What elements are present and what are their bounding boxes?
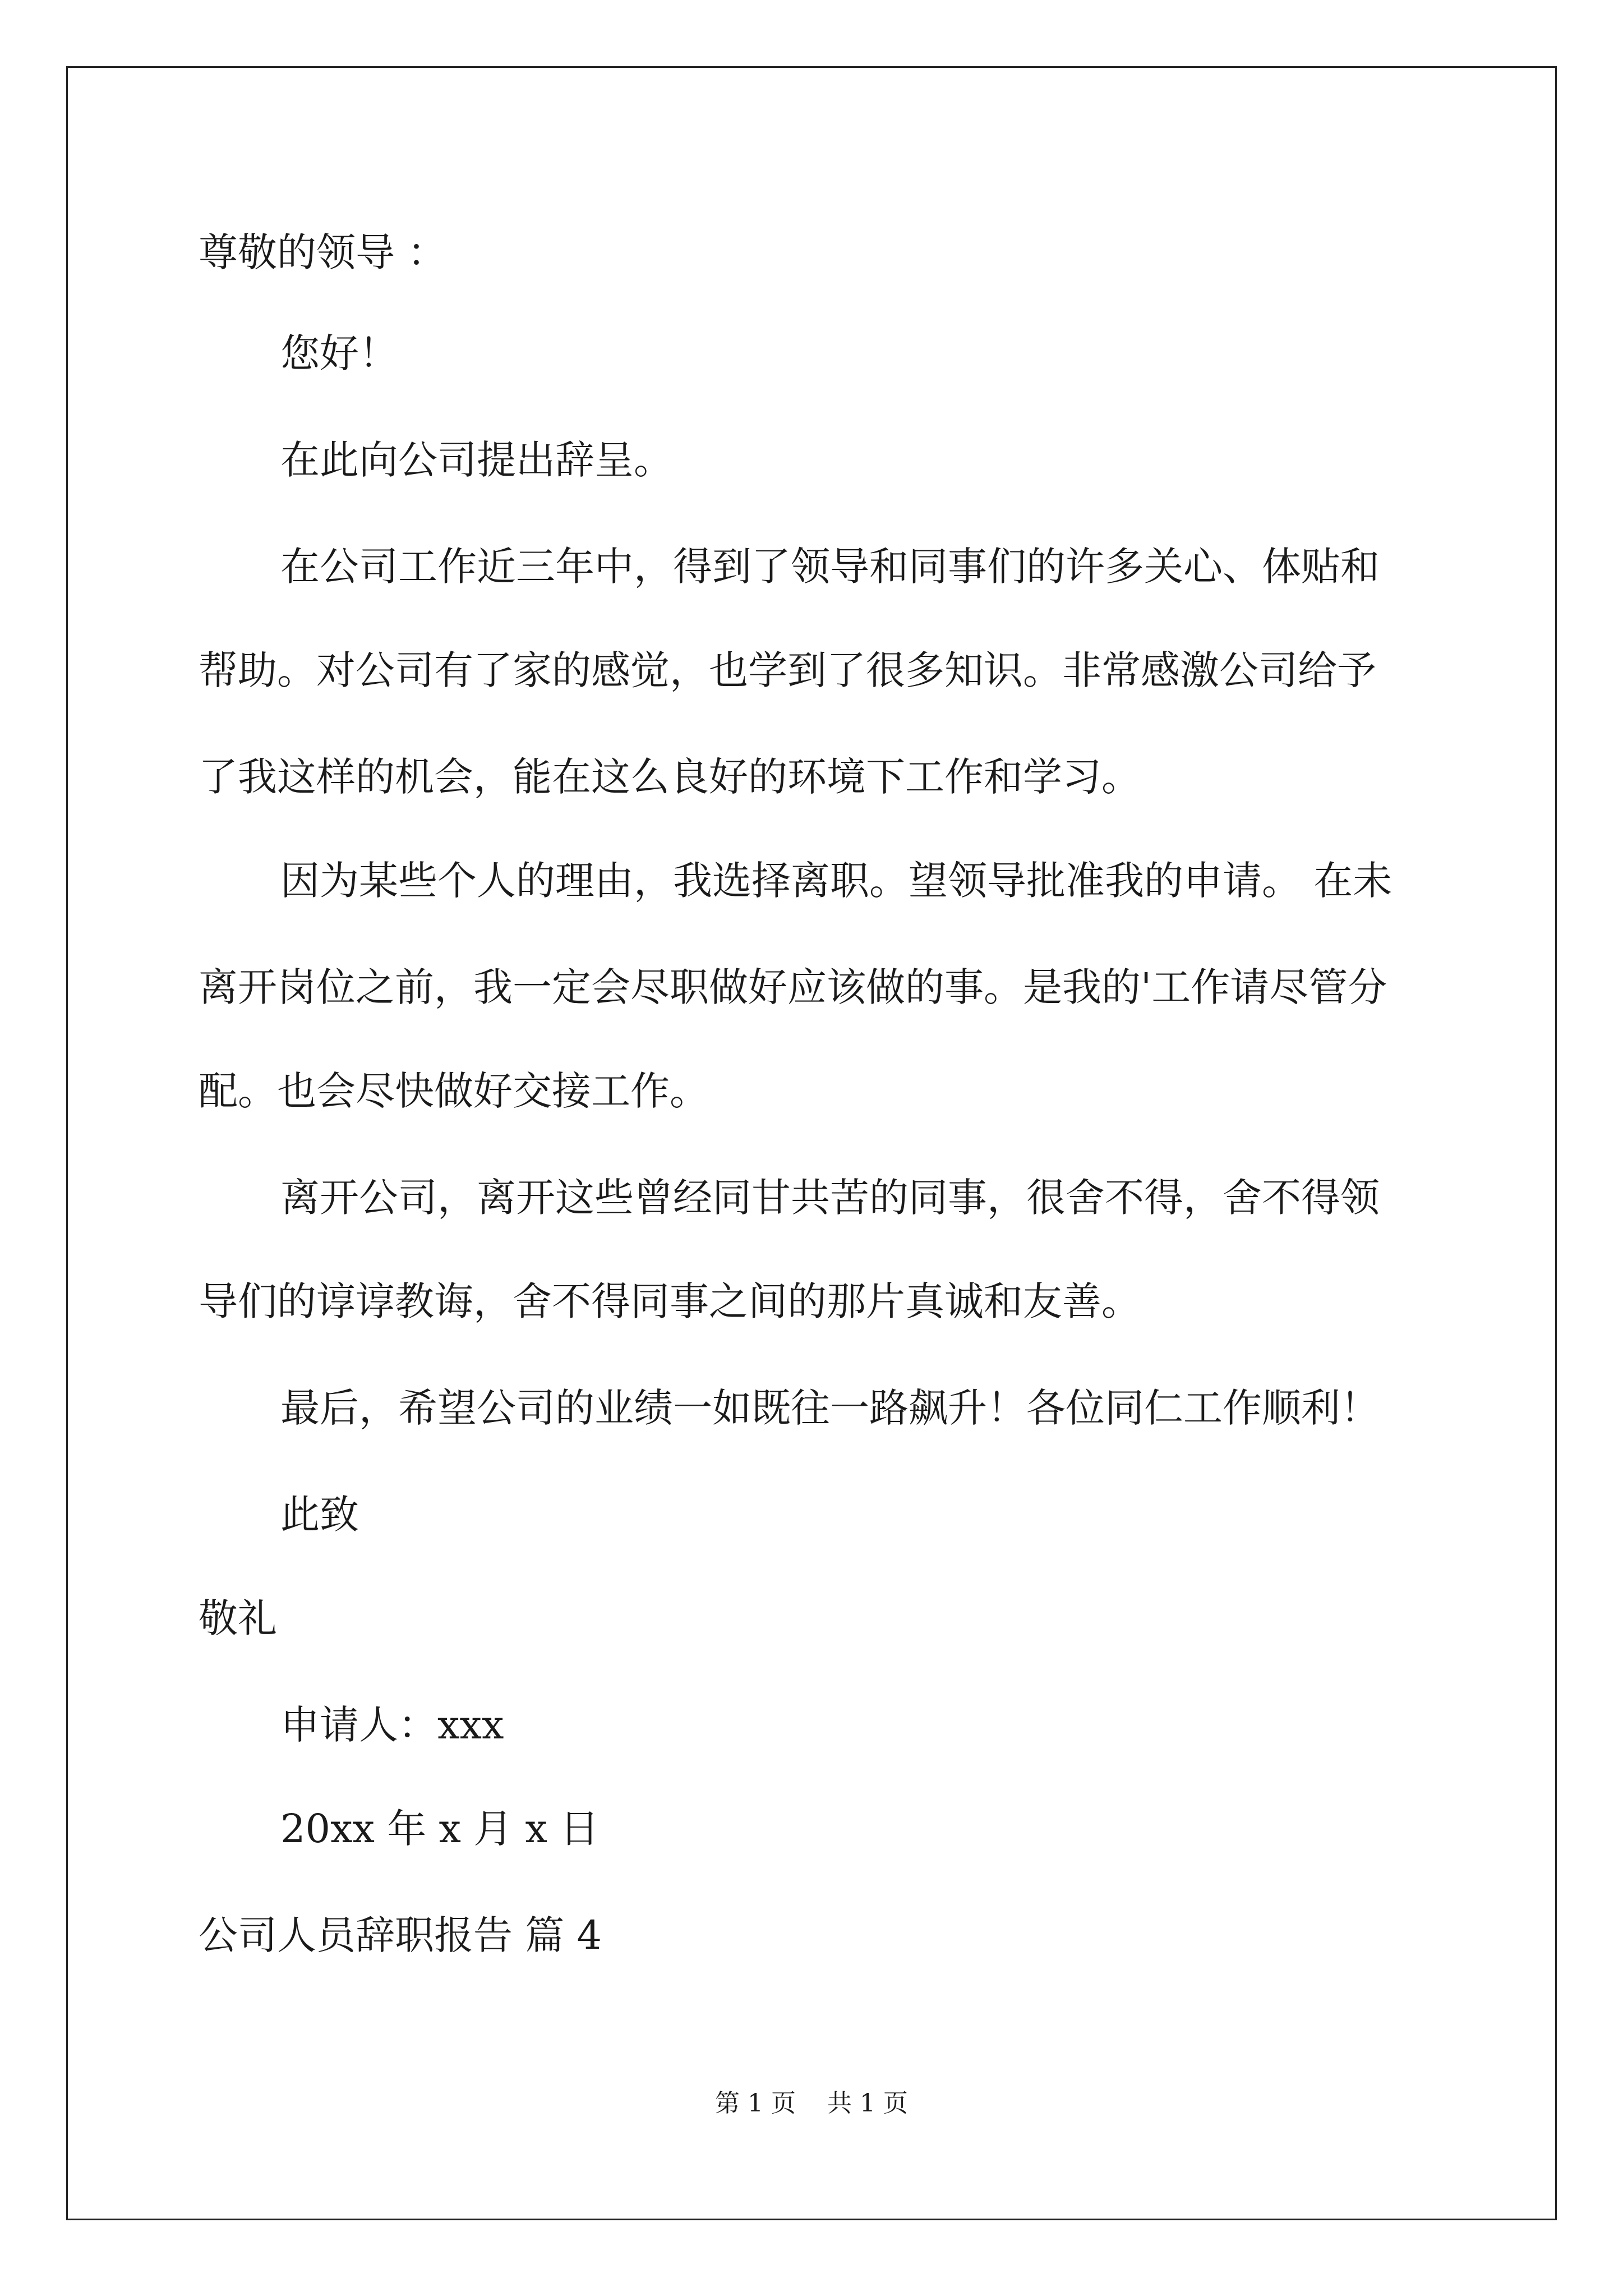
page-footer: 第 1 页 共 1 页 — [715, 2089, 908, 2118]
closing-ci-zhi: 此致 — [280, 1492, 359, 1538]
paragraph-5: 最后，希望公司的业绩一如既往一路飙升！各位同仁工作顺利！ — [280, 1385, 1380, 1431]
paragraph-1: 在此向公司提出辞呈。 — [280, 437, 673, 483]
next-section-heading: 公司人员辞职报告 篇 4 — [199, 1912, 602, 1958]
paragraph-2-line-1: 在公司工作近三年中，得到了领导和同事们的许多关心、体贴和 — [280, 544, 1380, 590]
paragraph-4-line-1: 离开公司，离开这些曾经同甘共苦的同事，很舍不得，舍不得领 — [280, 1175, 1380, 1221]
paragraph-4-line-2: 导们的谆谆教诲，舍不得同事之间的那片真诚和友善。 — [199, 1278, 1141, 1324]
applicant-line: 申请人：xxx — [280, 1702, 504, 1748]
paragraph-3-line-3: 配。也会尽快做好交接工作。 — [199, 1068, 709, 1114]
paragraph-3-line-2: 离开岗位之前，我一定会尽职做好应该做的事。是我的'工作请尽管分 — [199, 964, 1387, 1010]
date-line: 20xx 年 x 月 x 日 — [280, 1806, 600, 1852]
closing-jing-li: 敬礼 — [199, 1595, 277, 1641]
paragraph-3-line-1: 因为某些个人的理由，我选择离职。望领导批准我的申请。 在未 — [280, 858, 1393, 904]
paragraph-2-line-3: 了我这样的机会，能在这么良好的环境下工作和学习。 — [199, 754, 1141, 800]
paragraph-2-line-2: 帮助。对公司有了家的感觉，也学到了很多知识。非常感激公司给予 — [199, 647, 1376, 693]
greeting: 您好！ — [280, 330, 398, 376]
salutation: 尊敬的领导 ： — [199, 229, 447, 275]
page-border — [66, 66, 1557, 2220]
